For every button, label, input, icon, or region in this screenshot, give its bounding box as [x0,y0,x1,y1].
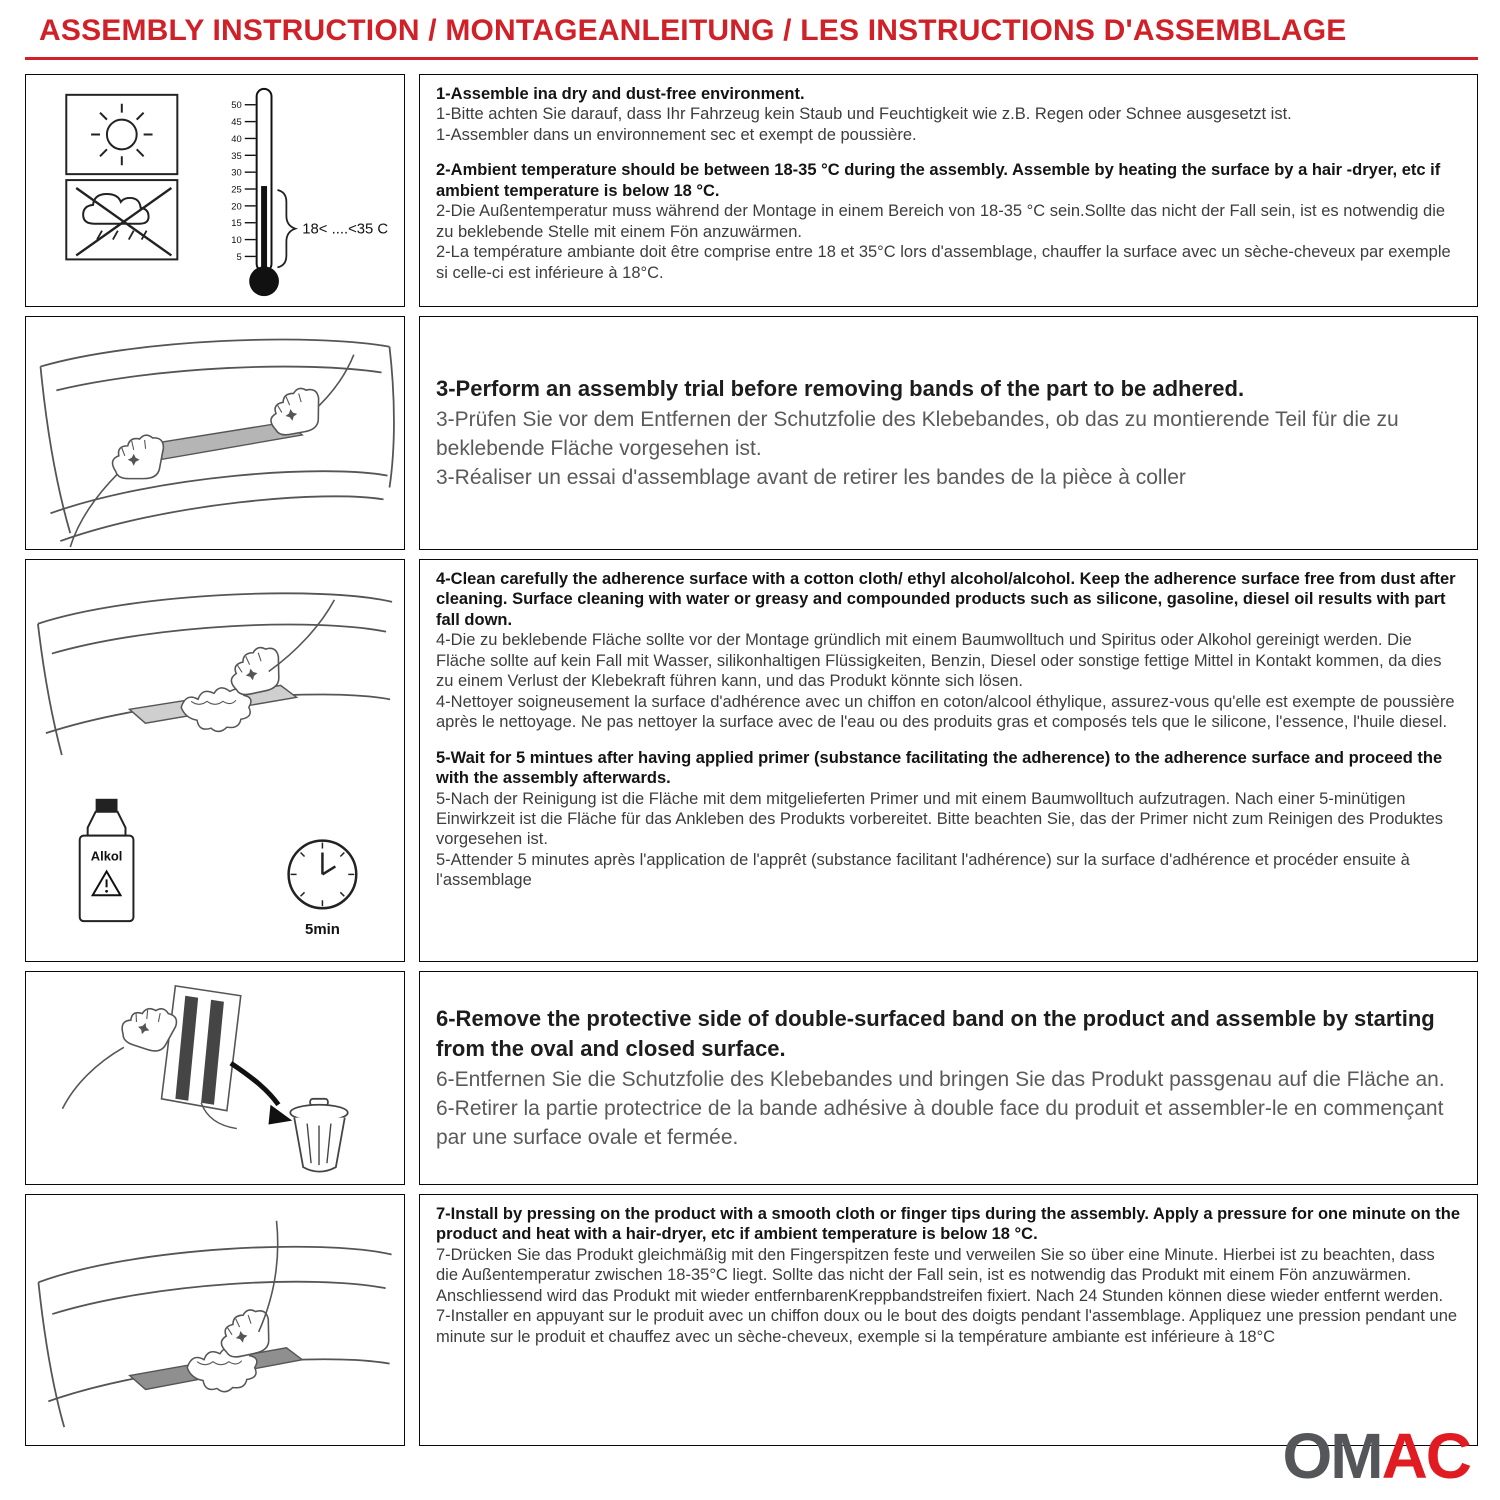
press-install-illustration [26,1195,404,1445]
step5-de: 5-Nach der Reinigung ist die Fläche mit dem mitgelieferten Primer und mit einem Baumwolltuch aufzutragen. Nach einer 5-minütigen Einwirkzeit ist die Fläche für das Ankleben des Produkts vorbereitet. Bitte beachten Sie, das der Primer nicht zum Reinigen des Produktes vorgesehen ist. [436,789,1444,849]
thermometer-scale [231,99,241,262]
assembly-trial-illustration [26,317,404,549]
no-rain-icon [76,188,171,255]
illustration-box-1 [25,74,405,307]
clock-label: 5min [305,921,340,939]
step2-fr: 2-La température ambiante doit être comprise entre 18 et 35°C lors d'assemblage, chauffer la surface avec un sèche-cheveux par exemple si celle-ci est inférieure à 18°C. [436,243,1451,282]
step-row-1 [25,74,1478,307]
right-hand-icon [266,386,324,438]
text-box-5 [419,1194,1478,1446]
svg-text:30: 30 [231,166,242,178]
arrow-head-icon [268,1105,292,1125]
step1-fr: 1-Assembler dans un environnement sec et exempt de poussière. [436,125,917,144]
illustration-box-5 [25,1194,405,1446]
step7-fr: 7-Installer en appuyant sur le produit avec un chiffon doux ou le bout des doigts pendant l'assemblage. Appliquez une pression pendant une minute sur le produit et chauffez avec un sèche-cheveux, exemple si la température ambiante est inférieure à 18°C [436,1307,1458,1346]
page-title: ASSEMBLY INSTRUCTION / MONTAGEANLEITUNG / LES INSTRUCTIONS D'ASSEMBLAGE [39,14,1347,47]
step6-de: 6-Entfernen Sie die Schutzfolie des Klebebandes und bringen Sie das Produkt passgenau auf die Fläche an. [436,1068,1445,1092]
step-row-4-5 [25,559,1478,962]
remove-band-illustration [26,972,404,1184]
text-box-3 [419,559,1478,962]
logo-text-gray: OM [1282,1420,1382,1492]
step4-fr: 4-Nettoyer soigneusement la surface d'adhérence avec un chiffon en coton/alcool éthylique, assurez-vous qu'elle est exempte de poussière après le nettoyage. Ne pas nettoyer la surface avec de l'eau ou des produits gras et composés tels que le silicone, l'essence, l'huile diesel. [436,692,1455,732]
svg-text:20: 20 [231,200,242,212]
step-row-3 [25,316,1478,550]
svg-text:35: 35 [231,149,242,161]
step4-en-heading: 4-Clean carefully the adherence surface with a cotton cloth/ ethyl alcohol/alcohol. Keep the adherence surface free from dust after cleaning. Surface cleaning with water or greasy and compounded products such as silicone, gasoline, diesel oil results with part fall down. [436,570,1456,629]
clock-icon [289,841,357,939]
environment-temperature-illustration [26,75,404,306]
alcohol-bottle-icon [80,799,134,921]
illustration-box-2 [25,316,405,550]
step-row-6 [25,971,1478,1185]
step6-en-heading: 6-Remove the protective side of double-surfaced band on the product and assemble by starting from the oval and closed surface. [436,1005,1435,1062]
omac-logo [1282,1420,1470,1492]
step4-de: 4-Die zu beklebende Fläche sollte vor der Montage gründlich mit einem Baumwolltuch und Spiritus oder Alkohol gereinigt werden. Die Fläche sollte auf kein Fall mit Wasser, silikonhaltigen Flüssigkeiten, Benzin, Diesel oder sonstige fettige Mittel in Kontakt kommen, da dies zu einem Verlust der Klebekraft führen kann, und das Produkt könnte sich lösen. [436,631,1442,691]
arrow-line [231,1063,279,1105]
text-box-2 [419,316,1478,550]
logo-text-red: AC [1381,1420,1470,1492]
step1-de: 1-Bitte achten Sie darauf, dass Ihr Fahrzeug kein Staub und Feuchtigkeit wie z.B. Regen oder Schnee ausgesetzt ist. [436,105,1292,124]
trash-can-icon [290,1099,347,1172]
left-hand-icon [113,435,164,478]
temp-range-label: 18< ....<35 C [302,221,389,238]
step3-fr: 3-Réaliser un essai d'assemblage avant de retirer les bandes de la pièce à coller [436,466,1186,490]
svg-text:50: 50 [231,99,242,111]
bottle-label: Alkol [90,848,123,864]
step3-en-heading: 3-Perform an assembly trial before removing bands of the part to be adhered. [436,375,1245,401]
illustration-box-3 [25,559,405,962]
range-bracket [277,190,295,267]
title-underline [25,57,1478,60]
step5-fr: 5-Attender 5 minutes après l'application de l'apprêt (substance facilitant l'adhérence) sur la surface d'adhérence et procéder ensuite à l'assemblage [436,850,1410,890]
text-box-1 [419,74,1478,307]
illustration-box-4 [25,971,405,1185]
svg-text:40: 40 [231,132,242,144]
step2-en-heading: 2-Ambient temperature should be between 18-35 °C during the assembly. Assemble by heating the surface by a hair -dryer, etc if ambient temperature is below 18 °C. [436,161,1441,200]
sun-icon [91,104,152,165]
svg-text:10: 10 [231,234,242,246]
step2-de: 2-Die Außentemperatur muss während der Montage in einem Bereich von 18-35 °C sein.Sollte das nicht der Fall sein, ist es notwendig die zu beklebende Stelle mit einem Fön anzuwärmen. [436,202,1446,241]
svg-text:25: 25 [231,183,242,195]
thermometer-icon [231,89,388,296]
surface-cleaning-illustration [26,560,404,961]
text-box-4 [419,971,1478,1185]
product-part [162,986,241,1111]
svg-text:5: 5 [236,250,242,262]
step1-en-heading: 1-Assemble ina dry and dust-free environment. [436,85,805,103]
step5-en-heading: 5-Wait for 5 mintues after having applied primer (substance facilitating the adherence) to the adherence surface and proceed the with the assembly afterwards. [436,748,1443,788]
svg-text:15: 15 [231,217,242,229]
step7-en-heading: 7-Install by pressing on the product with a smooth cloth or finger tips during the assembly. Apply a pressure for one minute on the product and heat with a hair-dryer, etc if ambient temperature is below 18 °C. [436,1205,1461,1244]
svg-text:45: 45 [231,116,242,128]
step6-fr: 6-Retirer la partie protectrice de la bande adhésive à double face du produit et assembler-le en commençant par une surface ovale et fermée. [436,1097,1444,1150]
step-row-7 [25,1194,1478,1446]
step7-de: 7-Drücken Sie das Produkt gleichmäßig mit den Fingerspitzen feste und verweilen Sie so über eine Minute. Hierbei ist zu beachten, dass die Außentemperatur zwischen 18-35°C liegt. Sollte das nicht der Fall sein, ist es notwendig das Produkt mit einem Fön anzuwärmen. Anschliessend wird das Produkt mit wieder entfernbarenKreppbandstreifen fixiert. Nach 24 Stunden können diese wieder entfernt werden. [436,1245,1444,1305]
step3-de: 3-Prüfen Sie vor dem Entfernen der Schutzfolie des Klebebandes, ob das zu montierende Teil für die zu beklebende Fläche vorgesehen ist. [436,408,1399,461]
